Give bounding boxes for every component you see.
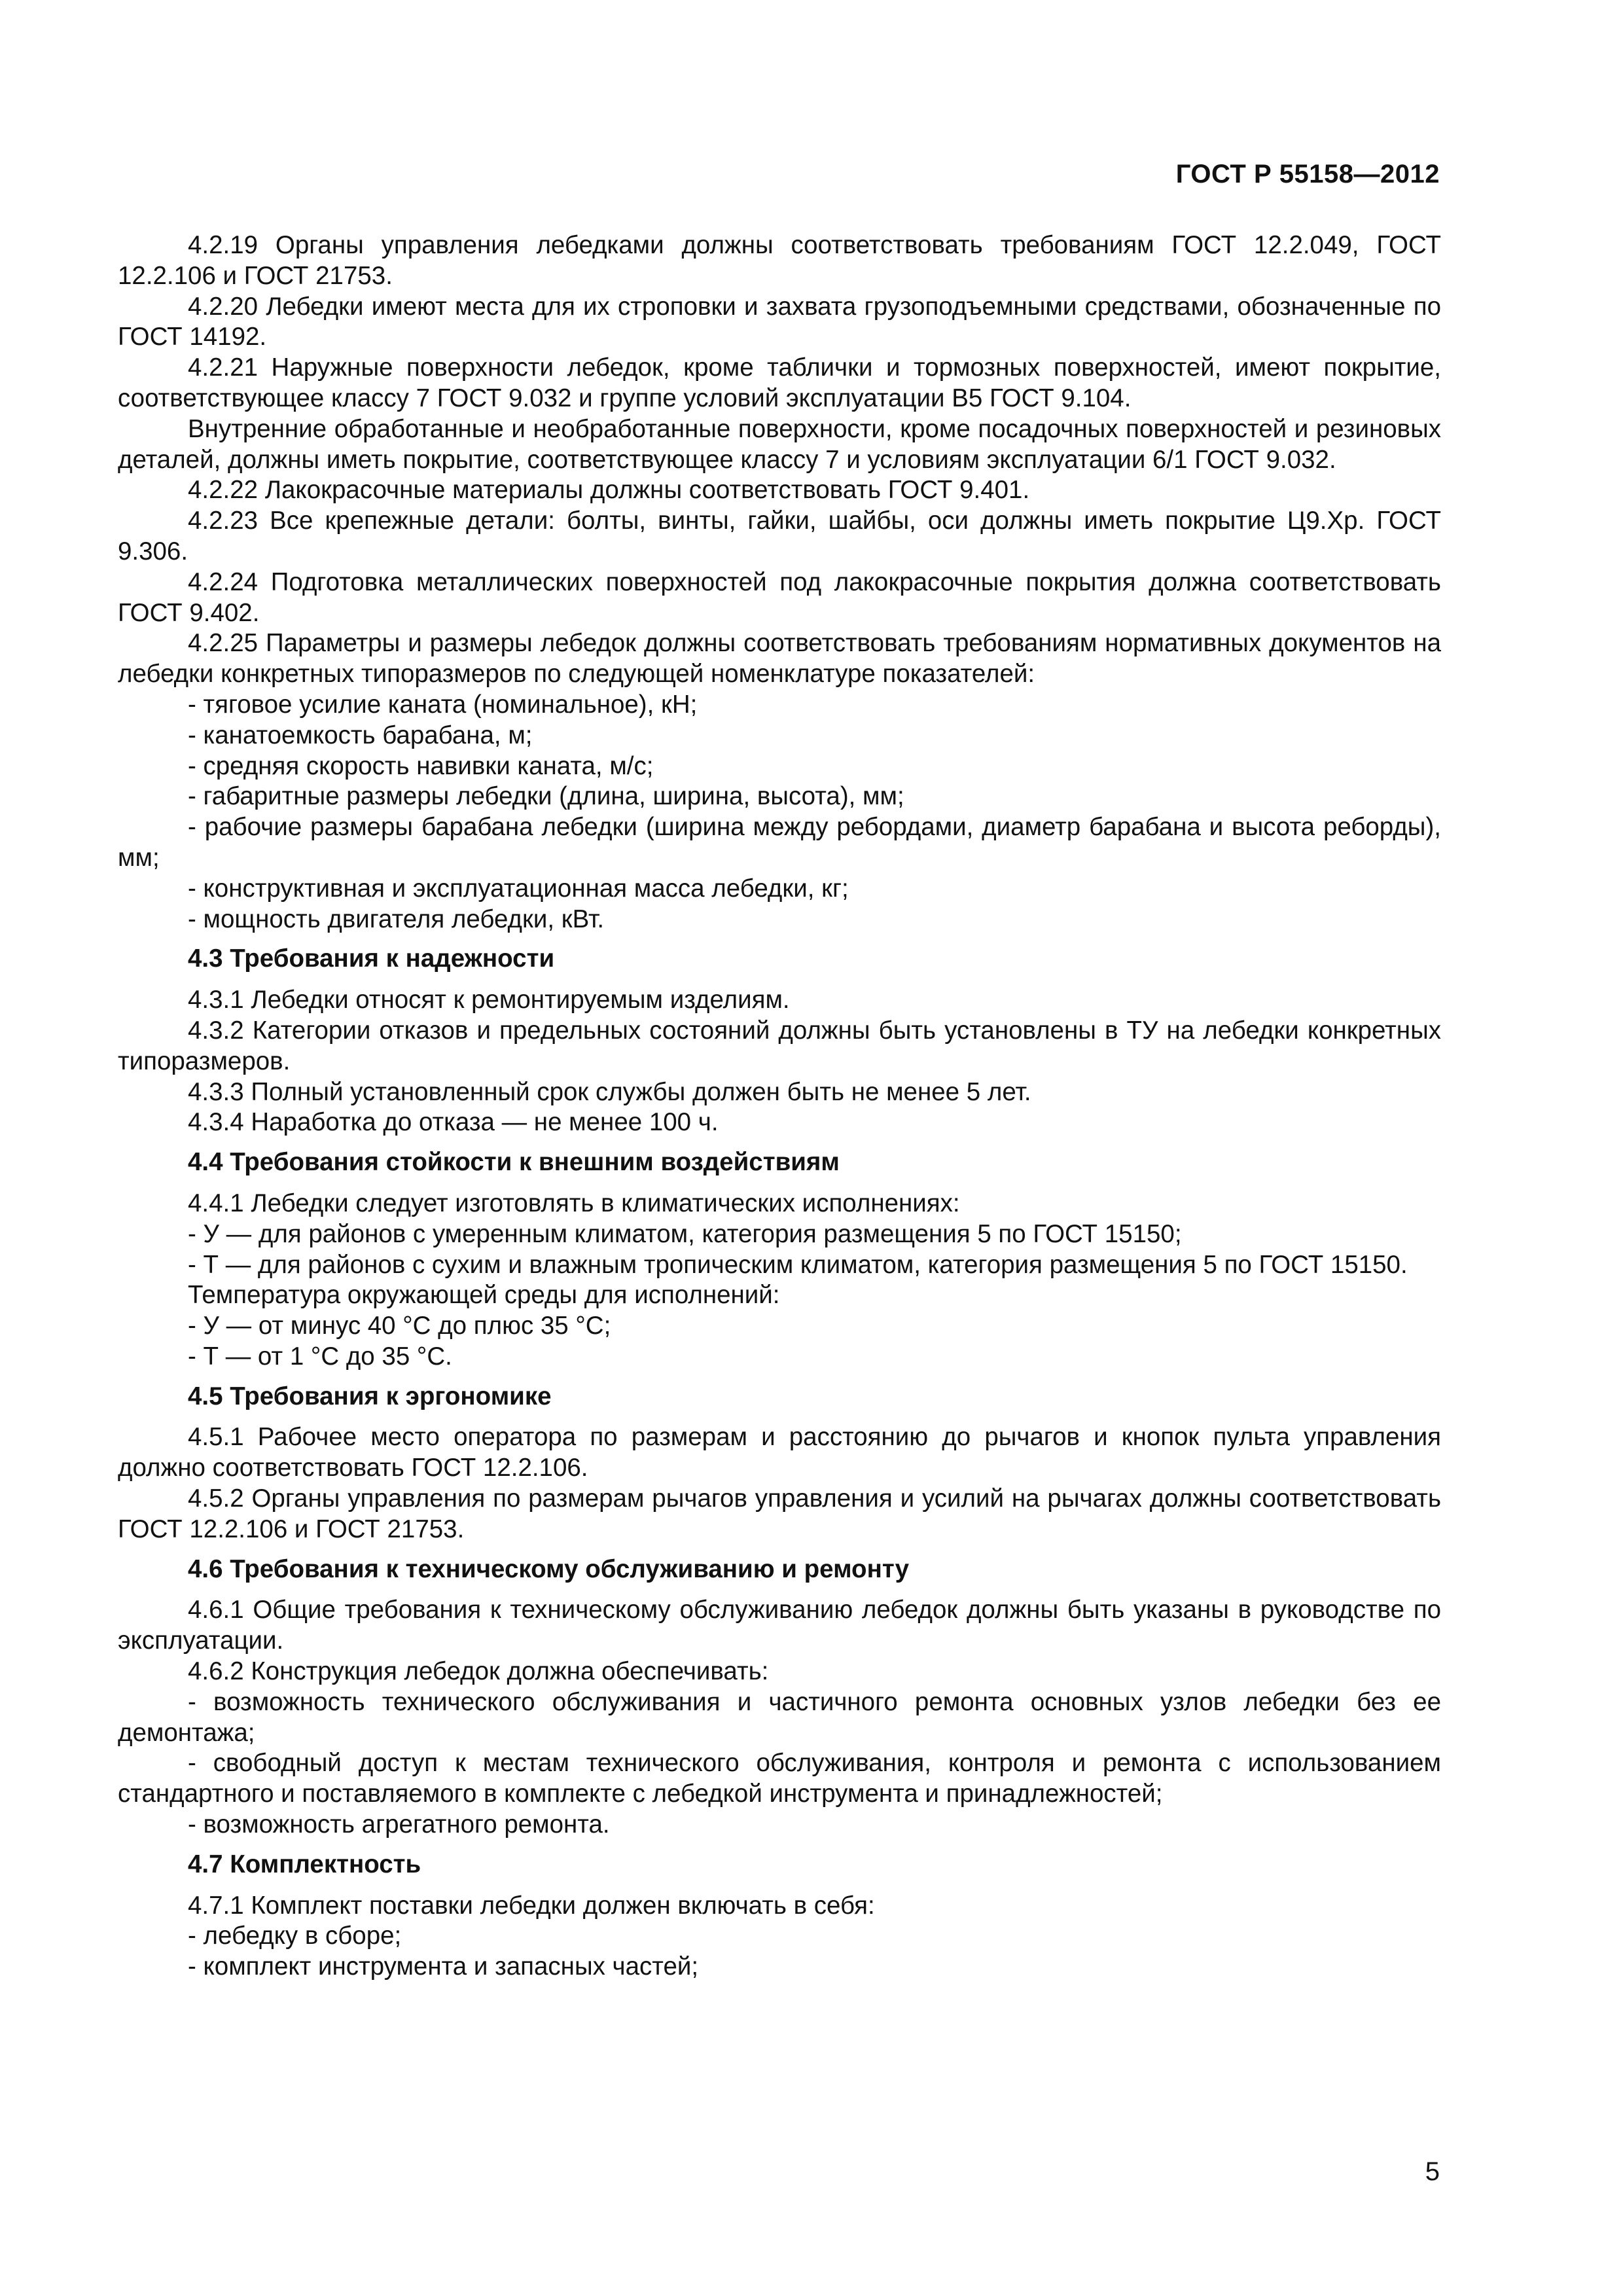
paragraph: 4.5.2 Органы управления по размерам рычагов управления и усилий на рычагах должны соответствовать ГОСТ 12.2.106 и ГОСТ 21753.: [118, 1484, 1441, 1543]
paragraph: Внутренние обработанные и необработанные поверхности, кроме посадочных поверхностей и резиновых деталей, должны иметь покрытие, соответствующее классу 7 и условиям эксплуатации 6/1 ГОСТ 9.032.: [118, 414, 1441, 474]
list-item: - рабочие размеры барабана лебедки (ширина между ребордами, диаметр барабана и высота реборды), мм;: [118, 813, 1441, 872]
paragraph: 4.7.1 Комплект поставки лебедки должен включать в себя:: [188, 1891, 875, 1920]
paragraph: 4.3.3 Полный установленный срок службы должен быть не менее 5 лет.: [188, 1077, 1031, 1106]
list-item: - возможность агрегатного ремонта.: [188, 1810, 610, 1839]
section-heading: 4.3 Требования к надежности: [188, 944, 555, 973]
list-item: - средняя скорость навивки каната, м/с;: [188, 751, 654, 780]
list-item: - У — для районов с умеренным климатом, категория размещения 5 по ГОСТ 15150;: [188, 1219, 1182, 1248]
section-heading: 4.4 Требования стойкости к внешним воздействиям: [188, 1148, 840, 1177]
page-number: 5: [1425, 2157, 1440, 2186]
section-heading: 4.5 Требования к эргономике: [188, 1382, 552, 1410]
paragraph: 4.6.2 Конструкция лебедок должна обеспечивать:: [188, 1657, 769, 1686]
paragraph: 4.2.19 Органы управления лебедками должны соответствовать требованиям ГОСТ 12.2.049, ГОСТ 12.2.106 и ГОСТ 21753.: [118, 231, 1441, 290]
list-item: - У — от минус 40 °С до плюс 35 °С;: [188, 1312, 611, 1340]
list-item: - возможность технического обслуживания и частичного ремонта основных узлов лебедки без ее демонтажа;: [118, 1687, 1441, 1747]
list-item: - тяговое усилие каната (номинальное), кН;: [188, 690, 698, 719]
paragraph: 4.6.1 Общие требования к техническому обслуживанию лебедок должны быть указаны в руководстве по эксплуатации.: [118, 1596, 1441, 1655]
list-item: - свободный доступ к местам технического обслуживания, контроля и ремонта с использованием стандартного и поставляемого в комплекте с лебедкой инструмента и принадлежностей;: [118, 1749, 1441, 1808]
list-item: - конструктивная и эксплуатационная масса лебедки, кг;: [188, 874, 849, 903]
paragraph: 4.5.1 Рабочее место оператора по размерам и расстоянию до рычагов и кнопок пульта управления должно соответствовать ГОСТ 12.2.106.: [118, 1423, 1441, 1482]
document-header-code: ГОСТ Р 55158—2012: [1175, 160, 1440, 188]
paragraph: 4.4.1 Лебедки следует изготовлять в климатических исполнениях:: [188, 1189, 960, 1217]
section-heading: 4.7 Комплектность: [188, 1850, 421, 1878]
section-heading: 4.6 Требования к техническому обслуживанию и ремонту: [188, 1554, 910, 1583]
document-body: [118, 230, 1441, 1982]
paragraph: 4.3.2 Категории отказов и предельных состояний должны быть установлены в ТУ на лебедки конкретных типоразмеров.: [118, 1016, 1441, 1075]
list-item: - Т — от 1 °С до 35 °С.: [188, 1342, 452, 1371]
paragraph: 4.2.22 Лакокрасочные материалы должны соответствовать ГОСТ 9.401.: [188, 476, 1030, 505]
list-item: - канатоемкость барабана, м;: [188, 721, 533, 749]
paragraph: 4.2.24 Подготовка металлических поверхностей под лакокрасочные покрытия должна соответствовать ГОСТ 9.402.: [118, 567, 1441, 627]
paragraph: 4.3.4 Наработка до отказа — не менее 100 ч.: [188, 1108, 719, 1137]
paragraph: Температура окружающей среды для исполнений:: [188, 1281, 780, 1310]
list-item: - комплект инструмента и запасных частей;: [188, 1952, 699, 1981]
list-item: - Т — для районов с сухим и влажным тропическим климатом, категория размещения 5 по ГОСТ 15150.: [188, 1250, 1408, 1279]
list-item: - габаритные размеры лебедки (длина, ширина, высота), мм;: [188, 782, 904, 811]
paragraph: 4.2.21 Наружные поверхности лебедок, кроме таблички и тормозных поверхностей, имеют покрытие, соответствующее классу 7 ГОСТ 9.032 и группе условий эксплуатации В5 ГОСТ 9.104.: [118, 353, 1441, 412]
list-item: - мощность двигателя лебедки, кВт.: [188, 905, 605, 933]
paragraph: 4.2.25 Параметры и размеры лебедок должны соответствовать требованиям нормативных документов на лебедки конкретных типоразмеров по следующей номенклатуре показателей:: [118, 629, 1441, 689]
list-item: - лебедку в сборе;: [188, 1922, 402, 1950]
paragraph: 4.2.20 Лебедки имеют места для их строповки и захвата грузоподъемными средствами, обозначенные по ГОСТ 14192.: [118, 292, 1441, 351]
paragraph: 4.2.23 Все крепежные детали: болты, винты, гайки, шайбы, оси должны иметь покрытие Ц9.Хр. ГОСТ 9.306.: [118, 507, 1441, 565]
paragraph: 4.3.1 Лебедки относят к ремонтируемым изделиям.: [188, 986, 790, 1014]
